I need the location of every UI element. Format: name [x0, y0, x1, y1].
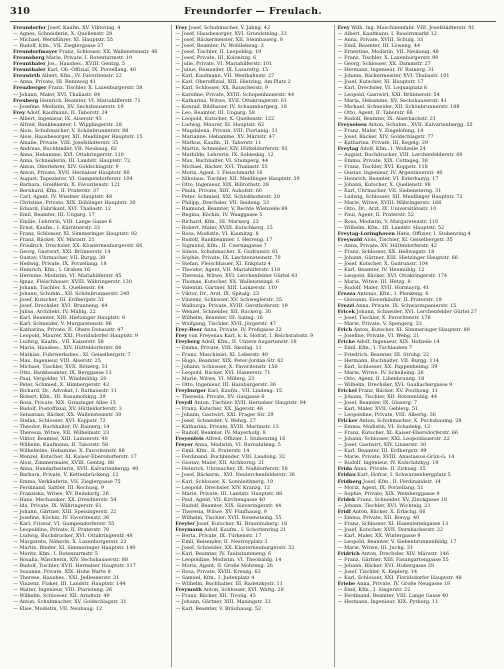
- directory-entry: — Hugo, Beamter, XIX. Peter-Jordan-Str. 62: [175, 357, 284, 364]
- directory-entry: — Ignaz, Fleischhauer, XVIII. Währingerstr. 130: [13, 278, 132, 285]
- directory-entry: — Friedrich, Beamter, III. Strohg. 22: [337, 351, 430, 358]
- directory-entry: — Ferdinand, Sattler, III. Rochusg. 9: [13, 484, 104, 491]
- directory-entry: Freyer Anna, Modistin, VI. Barnabiteng. 5: [175, 442, 281, 449]
- directory-entry: Fricke Adolf, Ingenieur, XIX. Hofzeile 14: [337, 339, 440, 346]
- directory-entry: — Anna, Schneiderin, III. Landstr. Hauptstr. 72: [13, 158, 131, 165]
- directory-entry: Freunthaler Karl, Ob.-Offizial, IX. Porzellang. 40: [13, 67, 137, 74]
- directory-entry: — Barbara, Private, V. Kettenbrückeng. 12: [13, 472, 119, 479]
- column-middle: [171, 25, 333, 667]
- directory-entry: — Alois, Schuhmacher, V. Schönbrunnerstr. 88: [13, 127, 129, 134]
- directory-entry: — Berta, Private, IX. Türkenstr. 17: [175, 532, 262, 539]
- directory-entry: — Josef, Schneider, V. Wehrg. 27: [175, 418, 256, 425]
- directory-entry: — Samuel, Kfm., I. Judenplatz 4: [175, 575, 255, 582]
- directory-entry: — Gustav, Maler, XII. Aichhorng. 21: [175, 460, 265, 467]
- directory-entry: — Bernhard, Kfm., II. Praterstr. 37: [13, 188, 100, 195]
- directory-entry: — Josef, Kutscher, X. Gudrunstr. 104: [337, 260, 429, 267]
- directory-entry: — Karl, Uhrmacher, VII. Siebensterng. 31: [337, 188, 442, 195]
- directory-entry: — Josef, Private, III. Kolonitzg. 6: [175, 55, 257, 62]
- directory-entry: — Karl, Kaufmann, VII. Westbahnstr. 27: [175, 73, 275, 80]
- directory-entry: Freywald Alois, Tischler, XI. Geiselbergstr. 35: [337, 236, 453, 243]
- directory-entry: — Paul, Agent, II. Praterstr. 52: [337, 212, 415, 219]
- directory-entry: Frezza Antonio, Kfm., I. Plankeng. 6: [337, 291, 429, 298]
- directory-entry: — Gustav, Ingenieur, IV. Argentinierstr. 40: [337, 170, 443, 177]
- directory-entry: — Martin, Schneider, XIV. Hütteldorferstr. 92: [175, 145, 288, 152]
- directory-entry: — Karl, Maler, XX. Wintergasse 9: [337, 532, 421, 539]
- directory-entry: — Marianne, Hebamme, XV. Märzstr. 47: [175, 133, 276, 140]
- directory-entry: — Emma, Modistin, VI. Schadekg. 12: [337, 424, 431, 431]
- directory-entry: — Barbara, Greißlerin, X. Favoritenstr. 121: [13, 182, 121, 189]
- directory-entry: — Moriz, Agent, II. Große Mohreng. 26: [175, 563, 273, 570]
- directory-entry: — Emil, Reisender, II. Nestroyplatz 3: [175, 538, 268, 545]
- column-right: [334, 25, 496, 667]
- directory-entry: — Karl, Beamter, III. Erdbergstr. 99: [337, 448, 427, 455]
- directory-entry: — Max, Ingenieur, VIII. Alserstr. 25: [13, 357, 101, 364]
- directory-entry: — Thomas, Kutscher, XX. Wallensteinpl. 6: [175, 278, 279, 285]
- directory-entry: — Peter, Schmied, XXI. Schloßhoferstr. 20: [175, 194, 280, 201]
- directory-entry: — Josef, Schneider, XX. Klosterneuburgerstr. 32: [175, 545, 295, 552]
- directory-entry: — Franz, Gärtner, XIII. Fasangartengasse 55: [337, 557, 449, 564]
- directory-entry: — Robert, Maler, XVIII. Kutschkerg. 15: [175, 224, 273, 231]
- directory-entry: — Elise, Modistin, VII. Neubaug. 12: [13, 605, 103, 612]
- directory-entry: — Michael, Werkführer, XI. Hauptstr. 55: [13, 37, 114, 44]
- directory-entry: — Franz, Kutscher, XX. Jägerstr. 46: [175, 405, 264, 412]
- directory-entry: — Sophie, Private, IX. Liechtensteinstr. 70: [175, 254, 281, 261]
- directory-entry: — Robert, Kfm., III. Rasumofskyg. 29: [13, 393, 106, 400]
- directory-entry: — Anna, Private, XVIII. Schulg. 33: [337, 37, 424, 44]
- directory-entry: — Georg, Gastwirt, XXI. Brünnerstr. 14: [13, 248, 111, 255]
- directory-entry: Frey von Freyenau Karl, k. k. Hofrat, I. Reichsratsstr. 9: [175, 333, 314, 340]
- directory-entry: — Wilhelm, Schlosser, XII. Arndtstr. 49: [13, 593, 110, 600]
- directory-entry: — Moriz, Agent, IX. Porzellang. 51: [337, 484, 424, 491]
- directory-entry: — Albert, Ingenieur, IX. Alserstr. 43: [13, 115, 102, 122]
- directory-entry: — Vinzenz, Fiaker, III. Landstr. Hauptstr. 144: [13, 581, 126, 588]
- directory-entry: — Paul, Vergolder, VI. Windmühlg. 20: [13, 375, 107, 382]
- directory-entry: Frezzi Anna, Private, IX. Schwarzspanierstr. 15: [337, 303, 457, 310]
- directory-entry: — Alfred, Bankbeamter, I. Wipplingerstr. 28: [13, 121, 122, 128]
- directory-entry: — Johann, Schuhm., XII. Schönbrunnerstr. 240: [13, 291, 130, 298]
- directory-entry: — Johann, Schlosser, XXI. Leopoldauerstr. 22: [337, 436, 450, 443]
- directory-entry: — Heinrich, Uhrmacher, IX. Nußdorferstr. 58: [175, 466, 288, 473]
- directory-entry: — Emma, Verkäuferin, VII. Zieglergasse 75: [13, 478, 121, 485]
- directory-entry: — Rudolf, Bankbeamter, I. Herreng. 17: [175, 236, 273, 243]
- directory-entry: Fridek Franz, Schneider, XV. Zinckgasse 18: [337, 496, 448, 503]
- directory-entry: — Amalie, Private, VIII. Josefstädterstr. 35: [13, 139, 119, 146]
- directory-entry: Frickel Franz, Bäcker, XV. Pouthong. 11: [337, 387, 439, 394]
- directory-entry: Frich Anton, Kutscher, XI. Simmeringer Hauptstr. 88: [337, 327, 470, 334]
- directory-entry: — Johann, Bäckermeister, XVI. Thaliastr. 101: [337, 73, 450, 80]
- directory-entry: Freymann Adolf, Kaufm., I. Schottenring 21: [175, 526, 287, 533]
- directory-entry: — Rosa, Modistin, V. Margaretenstr. 110: [337, 218, 439, 225]
- directory-entry: — Ferdinand, Buchbinder, VIII. Laudong. 32: [175, 454, 286, 461]
- directory-entry: — Andreas, Buchbinder, VII. Neubaug. 62: [13, 145, 117, 152]
- directory-entry: — Peter, Schmied, X. Himbergerstr. 42: [13, 381, 110, 388]
- directory-entry: Freuberg Heinrich, Beamter, VI. Mariahilferstr. 71: [13, 97, 141, 104]
- directory-entry: — Rudolf, Tischler, XVII. Hernalser Hauptstr. 117: [13, 563, 136, 570]
- directory-entry: — Leopold, Drechsler, XIV. Kranzg. 12: [175, 484, 270, 491]
- directory-entry: — Emil, Kfm., II. Praterstr. 14: [175, 448, 250, 455]
- directory-entry: — Karl, Schneider, V. Margaretenstr. 96: [13, 321, 112, 328]
- directory-entry: Freyseisen Anton, Schuhm., XVII. Kalvarienbergg. 55: [337, 121, 473, 128]
- directory-entry: — Karl, Friseur, VI. Gumpendorferstr. 55: [13, 520, 115, 527]
- directory-entry: — Marie, Private, V. Spengerg. 33: [337, 321, 422, 328]
- directory-entry: — Josefine, Modistin, XV. Sechshauserstr. 19: [13, 103, 124, 110]
- directory-entry: — Josef, Tischler, X. Favoritenstr. 176: [337, 315, 431, 322]
- directory-entry: — Wilhelm, Drechsler, XVI. Gaullachergasse 9: [337, 381, 453, 388]
- directory-entry: — Karl, Beamter, IV. Taubstummeng. 6: [175, 551, 272, 558]
- directory-entry: Freundorfmayer Franz, Schlosser, XX. Wallensteinstr. 46: [13, 49, 158, 56]
- directory-entry: — Franz, Bäcker, XII. Tivolig. 45: [175, 593, 256, 600]
- directory-entry: — Julius, Architekt, IV. Mühlg. 22: [13, 309, 96, 316]
- directory-entry: — Ida, Private, IX. Währingerstr. 61: [13, 502, 102, 509]
- directory-entry: — Karl, Beamter, V. Bräuhausg. 52: [175, 605, 262, 612]
- directory-entry: — Wilhelm, Tischler, XVII. Rosensteing. 55: [175, 514, 282, 521]
- directory-entry: — Karl, Schlosser, XXI. Floridsdorfer Hauptstr. 48: [337, 575, 462, 582]
- directory-entry: — Josef, Kutscher, XI. Hauptstr. 17: [337, 79, 424, 86]
- directory-entry: — Johann, Bäcker, XVI. Hubergasse 28: [337, 563, 435, 570]
- page-number: 310: [10, 6, 30, 17]
- directory-entry: — Agnes, Schneiderin, X. Quellenstr. 28: [13, 31, 113, 38]
- directory-entry: — Johann, Tischler, X. Quellenstr. 64: [13, 285, 104, 292]
- directory-entry: — Karl, Maler, XVII. Geblerg. 51: [337, 405, 419, 412]
- directory-entry: — Carl, Agent, IV. Wiedner Hauptstr. 48: [13, 194, 113, 201]
- directory-entry: — Leopold, Beamter, V. Siebenbrunnenfeldg. 17: [337, 538, 457, 545]
- directory-entry: — Ernst, Kaufm., I. Kärntnerstr. 33: [13, 224, 100, 231]
- directory-entry: — Katharina, Private, II. Obere Donaustr. 47: [13, 327, 124, 334]
- directory-entry: — Susanne, Private, XIX. Hohe Warte 8: [13, 569, 111, 576]
- directory-entry: — Hedwig, Private, IX. Porzellang. 18: [13, 260, 107, 267]
- directory-entry: — Theresia, Witwe, XV. Fünfhausg. 9: [175, 508, 267, 515]
- directory-entry: — Otto, Bankbeamter, IX. Berggasse 13: [13, 369, 112, 376]
- directory-entry: — Viktor, Dr., Arzt, IX. Spitalg. 23: [175, 291, 259, 298]
- directory-entry: — Wilhelmine, Hebamme, X. Favoritenstr. 88: [13, 448, 125, 455]
- directory-entry: — Franz, Schlosser, XI. Simmeringer Hauptstr. 92: [13, 230, 138, 237]
- directory-entry: — Leopoldine, Modistin, VI. Theobaldg. 14: [175, 557, 282, 564]
- directory-entry: — Karl, Oberoffizial, XIII. Hietzing, Am Platz 2: [175, 79, 291, 86]
- directory-entry: — Josef, Bäckermeister, XII. Steinbauerg. 8: [175, 37, 283, 44]
- directory-entry: — Johann, Tischler, XII. Rotenmühlg. 44: [337, 393, 438, 400]
- directory-entry: — Emil, Beamter, III. Löweng. 44: [337, 43, 421, 50]
- directory-entry: Fricker Anton, Schuhmacher, X. Puchsbaumg. 28: [337, 418, 462, 425]
- directory-entry: — Emil, Kfm., I. Singerstr. 22: [337, 587, 411, 594]
- directory-entry: — Philipp, Drechsler, VII. Seideng. 33: [175, 200, 270, 207]
- directory-entry: — Julie, Private, VI. Mariahilferstr. 101: [175, 61, 273, 68]
- directory-entry: Fricek Johann, Schneider, XVI. Lerchenfelder Gürtel 27: [337, 309, 477, 316]
- directory-entry: — Hermine, Modistin, VI. Mariahilferstr. 45: [13, 272, 122, 279]
- directory-entry: — Maria, Witwe, III. Hetzg. 8: [337, 278, 411, 285]
- directory-entry: Freymuth Anton, Schlosser, XVI. Wattg. 28: [175, 587, 284, 594]
- directory-entry: — Christine, Private, XIX. Döblinger Hauptstr. 30: [13, 200, 136, 207]
- directory-entry: — Martin, Binder, XI. Simmeringer Hauptstr. 140: [13, 545, 136, 552]
- directory-entry: — Josef, Kutscher, III. Erdbergstr. 51: [13, 297, 105, 304]
- directory-entry: — Emil, Beamter, III. Ungarg. 17: [13, 212, 95, 219]
- directory-entry: — Max, Buchhalter, VI. Stumperg. 44: [175, 158, 269, 165]
- directory-entry: — Karoline, Private, XVIII. Schopenhauerstr. 44: [175, 91, 295, 98]
- directory-entry: — Rudolf, Maler, XVII. Hormayrg. 41: [337, 285, 430, 292]
- column-left: [10, 25, 171, 667]
- directory-entry: Freyler Josef, Kutscher, XI. Braunhuberg. 18: [175, 520, 288, 527]
- directory-entry: — Anton, Schuhmacher, XV. Goldschlagstr. 31: [13, 599, 127, 606]
- directory-entry: — Franz, Bäcker, XV. Märzstr. 21: [13, 236, 95, 243]
- directory-entry: — Emilie, Lehrerin, VIII. Lange Gasse 6: [13, 218, 112, 225]
- directory-entry: — Viktor, Beamter, XIII. Lainzerstr. 40: [13, 436, 108, 443]
- directory-entry: — Walburga, Private, XVIII. Gersthoferstr. 19: [175, 303, 288, 310]
- directory-entry: — Josef, Kutscher, XVII. Dornbacherstr. 22: [337, 526, 444, 533]
- directory-entry: — Moritz, Kfm., I. Rotenturmstr. 5: [13, 551, 98, 558]
- directory-entry: Frey Wilh. Ing. Maschinenfabr. VIII. Josefstädterstr. 91: [337, 25, 475, 31]
- page-title: Freundorfer — Freulach.: [184, 6, 322, 17]
- directory-entry: — Rosa, Modistin, VI. Kaunitzg. 8: [175, 230, 259, 237]
- directory-entry: Frey Adolf, Kaufmann, II. Taborstr. 24: [13, 109, 108, 116]
- directory-entry: Frey-Beer Anna, Private, IV. Preßgasse 22: [175, 327, 282, 334]
- directory-entry: — Ludwig, Buchdrucker, XVI. Ottakringerstr. 48: [13, 532, 133, 539]
- directory-entry: — Marie, Private, III. Landstr. Hauptstr. 88: [175, 490, 283, 497]
- directory-entry: — Paul, Agent, VII. Kirchengasse 40: [175, 496, 266, 503]
- directory-entry: — Rudolf, Beamter, IV. Mayerhofg. 8: [175, 430, 266, 437]
- directory-entry: — Simon, Schuhmacher, X. Gudrunstr. 61: [175, 248, 279, 255]
- directory-entry: — Stefan, Schlosser, XVI. Koppstr. 72: [13, 418, 106, 425]
- directory-entry: — Alois, Hausbesorger, XII. Meidlinger Hauptstr. 15: [13, 133, 143, 140]
- directory-entry: — Anna, Hebamme, XVI. Ottakringerstr. 110: [13, 151, 124, 158]
- directory-entry: — Otto, Ingenieur, XIX. Billrothstr. 28: [175, 182, 269, 189]
- directory-entry: — Leopold, Gastwirt, XXI. Brünnerstr. 54: [337, 91, 440, 98]
- directory-entry: Freyenfels Alfred, Offizier, I. Stubenring 16: [175, 436, 286, 443]
- directory-entry: — Karl, Beamter, IV. Heumühlg. 12: [337, 266, 425, 273]
- directory-entry: — Leopoldine, Private, VIII. Albertg. 36: [337, 412, 436, 418]
- directory-entry: — Hermann, Ingenieur, IV. Rainerg. 31: [337, 67, 435, 74]
- directory-entry: — Katharina, Private, III. Kegelg. 29: [337, 139, 428, 146]
- directory-entry: — Wolfgang, Tischler, XVII. Jörgerstr. 47: [175, 321, 277, 328]
- directory-entry: Freyberg Adolf, Kfm., II. Untere Augartenstr. 18: [175, 339, 297, 346]
- directory-columns: [10, 25, 496, 667]
- directory-entry: — Franziska, Witwe, XV. Reindorfg. 26: [13, 490, 109, 497]
- directory-entry: — Anton, Oberlehrer, XIV. Goldschlagstr. 9: [13, 164, 119, 171]
- directory-entry: — Emma, Private, XII. Bonyg. 40: [337, 514, 420, 521]
- directory-entry: Friebe Anna, Private, IV. Große Neugasse 18: [337, 581, 451, 588]
- directory-entry: — Rosa, Private, XIX. Grinzinger Allee 15: [13, 399, 116, 406]
- directory-entry: — Hermann, Ingenieur, XIX. Pyrkerg. 11: [337, 599, 439, 606]
- directory-entry: Freunthaler Jos., Hausbes., XVIII. Gentzg. 5: [13, 61, 126, 68]
- directory-entry: — Johann, Gärtner, XIII. Hietzinger Hauptstr. 66: [337, 254, 458, 261]
- directory-entry: — August, Tapezierer, VI. Gumpendorferstr. 104: [13, 176, 133, 183]
- directory-entry: — Rosa, Private, XVIII. Kreuzg. 63: [175, 569, 261, 576]
- directory-entry: — Ludwig, Maurer, XI. Hauptstr. 62: [175, 121, 265, 128]
- directory-entry: — Josef, Bäcker, XIV. Goldschlagstr. 77: [337, 133, 434, 140]
- directory-entry: — Richard, Kfm., III. Marxerg. 23: [175, 218, 259, 225]
- directory-entry: — Franz, Kutscher, XI. Kaiser-Ebersdorferstr. 66: [337, 430, 459, 437]
- directory-entry: — Marie, Witwe, IV. Schelleing. 26: [337, 369, 424, 376]
- directory-entry: — Josef, Hausbesorger, XVI. Grundsteing. 33: [175, 31, 287, 38]
- directory-entry: — Raimund, Beamter, V. Rechte Wienzeile 89: [175, 206, 288, 213]
- directory-entry: — Wilhelm, Buchhalter, III. Radetzkystr. 11: [175, 581, 283, 588]
- directory-entry: — Karl, Schlosser, XX. Pappenheimg. 39: [337, 363, 438, 370]
- directory-entry: — Alois, Zimmermaler, XVIII. Gentzg. 88: [13, 460, 114, 467]
- directory-entry: — Albert, Kaufmann, I. Bauernmarkt 12: [337, 31, 437, 38]
- directory-entry: — Mathilde, Lehrerin, IX. Sobieskig. 12: [175, 151, 274, 158]
- directory-entry: — Theresia, Witwe, XII. Wilhelmstr. 23: [13, 430, 110, 437]
- directory-entry: — Franz, Maschinist, XI. Leberstr. 40: [175, 351, 269, 358]
- directory-entry: — Giovanni, Eisverkäufer, II. Praterstr. 19: [337, 297, 442, 304]
- directory-entry: — Walter, Ingenieur, VIII. Piaristeng. 26: [13, 587, 113, 594]
- directory-entry: Fridl Anton, Bäcker, X. Erlachg. 66: [337, 508, 426, 515]
- directory-entry: — Heinrich, Beamter, VI. Esterhazyg. 17: [337, 176, 439, 183]
- directory-entry: — Hans, Mechaniker, XX. Dresdnerstr. 54: [13, 496, 117, 503]
- directory-entry: — Rudolf, Beamter, IX. Alserbachstr. 21: [337, 115, 437, 122]
- directory-entry: — Johann, Tischler, XVI. Wichtelg. 23: [337, 502, 431, 509]
- directory-entry: — Ferdinand, Beamter, VIII. Lange Gasse 40: [337, 593, 449, 600]
- directory-entry: — Wenzel, Kutscher, XI. Kaiser-Ebersdorferstr. 17: [13, 454, 137, 461]
- directory-entry: — Rudolf, Postoffizial, XV. Hütteldorferstr. 3: [13, 405, 122, 412]
- directory-entry: — Valentin, Gärtner, XIII. Lainzerstr. 110: [175, 285, 278, 292]
- directory-entry: — Franz, Maler, V. Ziegelofeng. 14: [337, 127, 424, 134]
- directory-entry: — Sophie, Private, XIX. Weinberggasse 9: [337, 490, 440, 497]
- directory-entry: Freunsberg Marie, Private, I. Rotenturmstr. 19: [13, 55, 133, 62]
- directory-entry: — Rosalia, Wäscherin, XIV. Sechshauserstr. 88: [13, 557, 129, 564]
- directory-entry: — Emma, Private, XIX. Cottageg. 38: [337, 158, 428, 165]
- directory-entry: — Leopoldine, Private, II. Praterstr. 70: [13, 526, 110, 533]
- directory-entry: — Johann, Schlosser, X. Favoritenstr. 150: [175, 363, 278, 370]
- directory-entry: — Theresia, Witwe, XVI. Lerchenfelder Gürtel 43: [175, 272, 298, 279]
- directory-entry: — Theresia, Private, XV. Gasgasse 6: [175, 393, 265, 400]
- directory-entry: — Leopold, Maurer, XXI. Floridsdorfer Hauptstr. 9: [13, 333, 139, 340]
- directory-entry: — Rudolf, Beamter, XIX. Sieveringerstr. 44: [175, 502, 282, 509]
- directory-entry: Freytag Adolf, Kfm., I. Wollzeile 24: [337, 145, 426, 152]
- directory-entry: Freydl Anton, Tischler, XVII. Hernalser Hauptstr. 84: [175, 399, 306, 406]
- directory-entry: — Katharina, Witwe, XVII. Ottakringerstr. 61: [175, 97, 287, 104]
- directory-entry: — Leo, Beamter, III. Ungarg. 58: [175, 109, 255, 116]
- directory-entry: — Maria, Hebamme, XV. Sechshauserstr. 41: [337, 97, 447, 104]
- directory-entry: — Josefine, Köchin, IV. Favoritenstr. 36: [13, 514, 110, 521]
- directory-entry: — Franz, Tischler, XVI. Koppstr. 118: [337, 164, 428, 171]
- directory-entry: — Eduard, Fabrikant, XVI. Thaliastr. 12: [13, 206, 111, 213]
- directory-entry: — Theodor, Agent, VII. Mariahilferstr. 118: [175, 266, 281, 273]
- directory-entry: — Anna, Handarbeiterin, XVII. Kalvarienbergg. 40: [13, 466, 139, 473]
- directory-entry: — Michael, Schneider, XII. Schönbrunnerstr. 188: [337, 103, 460, 110]
- directory-entry: — Franz, Tischler, X. Laxenburgerstr. 90: [337, 55, 439, 62]
- directory-entry: — Katharina, Private, XVIII. Martinstr. 13: [175, 424, 279, 431]
- directory-entry: — Rudolf, Ingenieur, IV. Kolschitzkyg. 19: [337, 460, 439, 467]
- directory-entry: — August, Buchdrucker, VIII. Lerchenfelderstr. 60: [337, 151, 463, 158]
- directory-entry: — Ernestine, Modistin, VII. Neubaug. 48: [337, 49, 439, 56]
- directory-entry: — Ludwig, Schlosser, XII. Meidlinger Hauptstr. 72: [337, 194, 463, 201]
- directory-entry: — Emil, Kfm., I. Tuchlauben 7: [337, 345, 413, 352]
- directory-entry: Frida Anna, Private, II. Zirkusg. 35: [337, 466, 426, 473]
- directory-entry: — Magdalena, Private, VIII. Florianig. 31: [175, 127, 278, 134]
- directory-entry: — Mathias, Fuhrwerksbes., XI. Geiselbergstr. 7: [13, 351, 131, 358]
- directory-entry: — Franz, Schlosser, XX. Hellwagstr. 18: [337, 248, 435, 255]
- directory-entry: — Otto, Agent, II. Taborstr. 66: [337, 109, 413, 116]
- directory-entry: — Friedrich, Drechsler, XX. Klosterneuburgerstr. 66: [13, 242, 143, 249]
- directory-entry: — Marie, Witwe, III. Juchg. 31: [337, 545, 413, 552]
- directory-entry: — Otto, Dr., Arzt, IX. Universitätsstr. 10: [337, 206, 437, 213]
- directory-entry: — Karl, Schlosser, X. Sonnleithnerg. 19: [175, 478, 274, 485]
- directory-entry: — Leopold, Kutscher, X. Quellenstr. 122: [175, 115, 275, 122]
- directory-entry: — Ludwig, Kaufm., VII. Kaiserstr. 58: [13, 339, 104, 346]
- directory-entry: — Sigmund, Kfm., II. Czerningasse 7: [175, 242, 267, 249]
- directory-entry: — Michael, Tischler, XVII. Rötzerg. 31: [13, 363, 108, 370]
- directory-entry: — Emma, Private, VIII. Skodag. 11: [175, 345, 262, 352]
- directory-entry: — Karl, Beamter, XIII. Hietzinger Hauptstr. 8: [13, 315, 126, 322]
- directory-entry: — Josef, Tischler, X. Keplerg. 14: [337, 569, 418, 576]
- directory-entry: — Josef, Beamter, IV. Wohllebeng. 3: [175, 43, 264, 50]
- directory-entry: — Johann, Kutscher, X. Quellenstr. 98: [337, 182, 431, 189]
- directory-entry: — Anton, Private, XVII. Hernalser Hauptstr. 60: [13, 170, 130, 177]
- directory-entry: — Moriz, Agent, I. Fleischmarkt 16: [175, 170, 263, 177]
- directory-entry: — Wilhelm, Beamter, III. Salmg. 16: [175, 315, 263, 322]
- directory-entry: — Hermann, Buchhalter, VII. Burgg. 114: [337, 357, 439, 364]
- directory-entry: — Stefan, Fleischhauer, XI. Enkplatz 4: [175, 260, 271, 267]
- directory-entry: — Maria, Hausbes., XIV. Hütteldorferstr. 66: [13, 345, 122, 352]
- directory-entry: — Nikolaus, Tischler, XII. Meidlinger Hauptstr. 39: [175, 176, 300, 183]
- directory-entry: Frey Josef, Schuhmacher, V. Jahng. 42: [175, 25, 271, 31]
- directory-entry: — Leopold, Bäcker, XVI. Ottakringerstr. 174: [337, 272, 448, 279]
- directory-entry: — Otto, Ingenieur, III. Hainburgerstr. 36: [175, 381, 276, 388]
- directory-entry: — Michael, Bäcker, XVI. Thaliastr. 55: [175, 164, 268, 171]
- directory-entry: Freundorfer Josef, Kaufm. XV. Viktoriag. 4: [13, 25, 121, 31]
- directory-entry: — Josef, Bäckerm., XVI. Neulerchenfelderstr. 36: [175, 472, 295, 479]
- directory-entry: — Marie, Witwe, VI. Millerg. 23: [175, 375, 255, 382]
- directory-entry: — Anna, Private, III. Rennweg 41: [13, 79, 96, 86]
- directory-entry: — Josefine, Private, VI. Webg. 21: [337, 333, 420, 340]
- directory-entry: Freyburger Karl, Kaufm., VII. Lindeng. 15: [175, 387, 282, 394]
- directory-entry: — Karl, Schlosser, XX. Rauscherstr. 9: [175, 85, 268, 92]
- directory-entry: — Konrad, Bildhauer, IV. Schaumburgerg. 18: [175, 103, 287, 110]
- directory-entry: Fridrich Anton, Drechsler, XIV. Märzstr. 146: [337, 551, 449, 558]
- directory-entry: — Richard, Dr., Advokat, I. Rathausstr. 11: [13, 387, 117, 394]
- directory-entry: — Franz, Schlosser, XI. Hasenleitengasse 13: [337, 520, 449, 527]
- directory-entry: — Johann, Gärtner, XIII. Maxingstr. 33: [175, 599, 271, 606]
- page-header: [10, 6, 496, 22]
- directory-entry: Freytag-Loringhoven Hans, Offizier, I. Stubenring 4: [337, 230, 471, 237]
- directory-entry: — Marie, Private, XVIII. Anastasius-Grün-G. 14: [337, 454, 455, 461]
- directory-entry: — Paula, Private, XIII. Auhofstr. 60: [175, 188, 262, 195]
- directory-entry: — Johann, Maler, XVI. Thaliastr. 84: [13, 91, 101, 98]
- directory-entry: — Julius, Reisender, IX. Lazarettg. 15: [175, 67, 269, 74]
- directory-entry: Fridberg Josef, Kfm., II. Ferdinandstr. 14: [337, 478, 441, 485]
- directory-entry: — Josef, Tischler, II. Leopoldsg. 19: [175, 49, 262, 56]
- directory-entry: — Margarete, Näherin, X. Laxenburgerstr. 22: [13, 538, 127, 545]
- directory-entry: — Otto, Agent, II. Lilienbrunng. 18: [337, 375, 425, 382]
- directory-entry: — Karl, Drechsler, VI. Loquaiplatz 6: [337, 85, 427, 92]
- directory-entry: — Regina, Köchin, IV. Waaggasse 5: [175, 212, 263, 219]
- directory-entry: — Therese, Hausbes., XXI. Jedleseerstr. 31: [13, 575, 120, 582]
- directory-entry: — Wilhelm, Kaufmann, II. Taborstr. 58: [13, 442, 109, 449]
- directory-entry: — Markus, Kaufm., II. Taborstr. 11: [175, 139, 262, 146]
- directory-entry: — Vinzenz, Schlosser, XV. Schweglerstr. 35: [175, 297, 282, 304]
- directory-entry: — Anna, Private, XV. Hütteldorferstr. 42: [337, 242, 437, 249]
- directory-entry: — Gustav, Uhrmacher, VII. Burgg. 38: [13, 254, 106, 261]
- directory-entry: — Leopold, Bäcker, XVI. Hasnerstr. 71: [175, 369, 271, 376]
- directory-entry: Fridau Karl, Hofrat, I. Schwarzenbergplatz 5: [337, 472, 451, 479]
- directory-entry: — Heinrich, Kfm., I. Graben 16: [13, 266, 91, 273]
- directory-entry: — Georg, Schlosser, XX. Dammstr. 27: [337, 61, 431, 68]
- directory-entry: — Johann, Gastwirt, XXI. Prager Str. 29: [175, 412, 274, 418]
- directory-entry: — Josef, Gastwirt, XIV. Linzerstr. 30: [337, 442, 427, 449]
- directory-entry: — Sebastian, Bäcker, XX. Wallensteinstr. 30: [13, 412, 122, 418]
- directory-entry: — Josef, Beamter, IX. Glaserg. 7: [337, 399, 417, 406]
- directory-entry: Freuzberger Franz, Tischler, X. Laxenburgerstr. 58: [13, 85, 143, 92]
- directory-entry: — Johann, Gärtner, XIII. Speisingerstr. 22: [13, 508, 117, 515]
- directory-entry: — Wilhelm, Kfm., III. Landstr. Hauptstr. 52: [337, 224, 445, 231]
- directory-entry: — Theodor, Buchhalter, IV. Rainerg. 14: [13, 424, 110, 431]
- directory-entry: — Josef, Drechsler, XVI. Brunneng. 44: [13, 303, 108, 310]
- directory-entry: Freuwirth Albert, Kfm., IV. Favoritenstr. 22: [13, 73, 122, 80]
- directory-entry: — Rudolf, Kfm., VII. Zieglergasse 27: [13, 43, 104, 50]
- directory-entry: — Wenzel, Schneider, XII. Ruckerg. 30: [175, 309, 272, 316]
- directory-entry: — Marie, Witwe, XVIII. Währingerstr. 166: [337, 200, 442, 207]
